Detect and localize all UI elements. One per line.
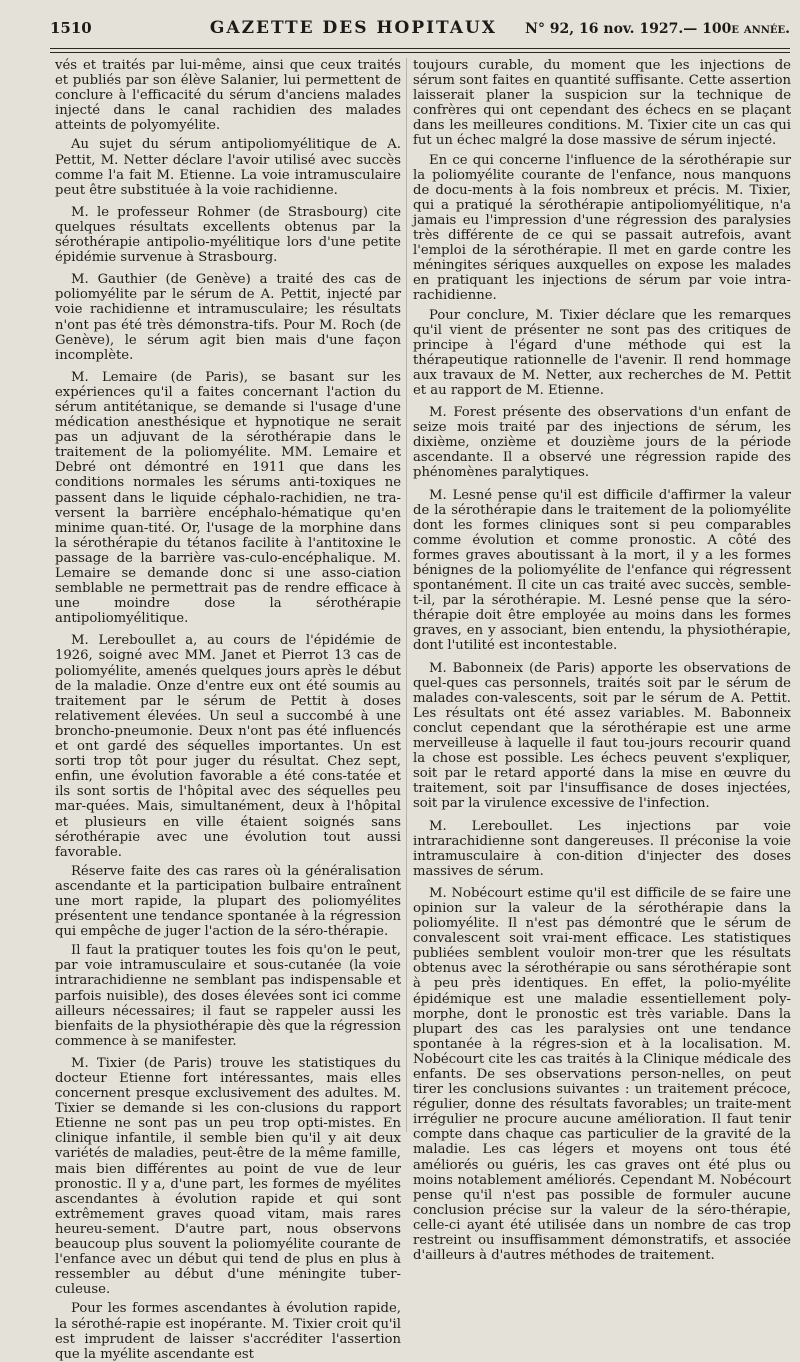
column-divider [406, 58, 407, 1132]
right-paragraph-3: Pour conclure, M. Tixier déclare que les remarques qu'il vient de présenter ne sont pas des critiques de principe à l'égard d'une méthode qui est la thérapeutique rationnelle de l'avenir. Il rend hommage aux travaux de M. Netter, aux recherches de M. Pettit et au rapport de M. Etienne. [413, 307, 791, 398]
left-paragraph-9: M. Tixier (de Paris) trouve les statistiques du docteur Etienne fort intéressantes, mais elles concernent presque exclusivement des adultes. M. Tixier se demande si les con-clusions du rapport Etienne ne sont pas un peu trop opti-mistes. En clinique infantile, il semble bien qu'il y ait deux variétés de maladies, peut-être de la même famille, mais bien différentes au point de vue de leur pronostic. Il y a, d'une part, les formes de myélites ascendantes à évolution rapide et qui sont extrêmement graves quoad vitam, mais rares heureu-sement. D'autre part, nous observons beaucoup plus souvent la poliomyélite courante de l'enfance avec un début qui tend de plus en plus à ressembler au début d'une méningite tuber-culeuse. [55, 1055, 401, 1298]
right-paragraph-4: M. Forest présente des observations d'un enfant de seize mois traité par des injections de sérum, les dixième, onzième et douzième jours de la période ascendante. Il a observé une régression rapide des phénomènes paralytiques. [413, 405, 791, 481]
issue-date: N° 92, 16 nov. 1927.— 100 [525, 21, 732, 37]
left-paragraph-1: vés et traités par lui-même, ainsi que ceux traités et publiés par son élève Salanier, lui permettent de conclure à l'efficacité du sérum d'anciens malades injecté dans le canal rachidien des malades atteints de polyomyélite. [55, 58, 401, 134]
right-paragraph-6: M. Babonneix (de Paris) apporte les observations de quel-ques cas personnels, traités soit par le sérum de malades con-valescents, soit par le sérum de A. Pettit. Les résultats ont été assez variables. M. Babonneix conclut cependant que la sérothérapie est une arme merveilleuse à laquelle il faut tou-jours recourir quand la chose est possible. Les échecs peuvent s'expliquer, soit par le retard apporté dans la mise en œuvre du traitement, soit par l'insuffisance de doses injectées, soit par la virulence excessive de l'infection. [413, 660, 791, 812]
left-paragraph-2: Au sujet du sérum antipoliomyélitique de A. Pettit, M. Netter déclare l'avoir utilisé avec succès comme l'a fait M. Etienne. La voie intramusculaire peut être substituée à la voie rachidienne. [55, 137, 401, 198]
right-paragraph-2: En ce qui concerne l'influence de la sérothérapie sur la poliomyélite courante de l'enfance, nous manquons de docu-ments à la fois nombreux et précis. M. Tixier, qui a pratiqué la sérothérapie antipoliomyélitique, n'a jamais eu l'impression d'une régression des paralysies très différente de ce qui se passait autrefois, avant l'emploi de la sérothérapie. Il met en garde contre les méningites sériques auxquelles on expose les malades en pratiquant les injections de sérum par voie intra-rachidienne. [413, 152, 791, 304]
left-paragraph-4: M. Gauthier (de Genève) a traité des cas de poliomyélite par le sérum de A. Pettit, injecté par voie rachidienne et intramusculaire; les résultats n'ont pas été très démonstra-tifs. Pour M. Roch (de Genève), le sérum agit bien mais d'une façon incomplète. [55, 272, 401, 363]
page-header [50, 18, 790, 48]
left-paragraph-10: Pour les formes ascendantes à évolution rapide, la sérothé-rapie est inopérante. M. Tixier croit qu'il est imprudent de laisser s'accréditer l'assertion que la myélite ascendante est [55, 1301, 401, 1362]
left-paragraph-3: M. le professeur Rohmer (de Strasbourg) cite quelques résultats excellents obtenus par la sérothérapie antipolio-myélitique lors d'une petite épidémie survenue à Strasbourg. [55, 204, 401, 266]
header-rule-top [50, 48, 790, 49]
issue-info [525, 21, 790, 37]
right-paragraph-5: M. Lesné pense qu'il est difficile d'affirmer la valeur de la sérothérapie dans le traitement de la poliomyélite dont les formes cliniques sont si peu comparables comme évolution et comme pronostic. A côté des formes graves aboutissant à la mort, il y a les formes bénignes de la poliomyélite de l'enfance qui régressent spontanément. Il cite un cas traité avec succès, semble-t-il, par la sérothérapie. M. Lesné pense que la séro-thérapie doit être employée au moins dans les formes graves, en y associant, bien entendu, la physiothérapie, dont l'utilité est incontestable. [413, 487, 791, 654]
left-paragraph-6: M. Lereboullet a, au cours de l'épidémie de 1926, soigné avec MM. Janet et Pierrot 13 cas de poliomyélite, amenés quelques jours après le début de la maladie. Onze d'entre eux ont été soumis au traitement par le sérum de Pettit à doses relativement élevées. Un seul a succombé à une broncho-pneumonie. Deux n'ont pas été influencés et ont gardé des séquelles importantes. Un est sorti trop tôt pour juger du résultat. Chez sept, enfin, une évolution favorable a été cons-tatée et ils sont sortis de l'hôpital avec des séquelles peu mar-quées. Mais, simultanément, deux à l'hôpital et plusieurs en ville étaient soignés sans sérothérapie avec une évolution tout aussi favorable. [55, 633, 401, 860]
header-rule-bottom [50, 52, 790, 53]
left-paragraph-7: Réserve faite des cas rares où la généralisation ascendante et la participation bulbaire entraînent une mort rapide, la plupart des poliomyélites présentent une tendance spontanée à la régression qui empêche de juger l'action de la séro-thérapie. [55, 863, 401, 940]
left-column [55, 58, 401, 1362]
right-paragraph-8: M. Nobécourt estime qu'il est difficile de se faire une opinion sur la valeur de la sérothérapie dans la poliomyélite. Il n'est pas démontré que le sérum de convalescent soit vrai-ment efficace. Les statistiques publiées semblent vouloir mon-trer que les résultats obtenus avec la sérothérapie ou sans sérothérapie sont à peu près identiques. En effet, la polio-myélite épidémique est une maladie essentiellement poly-morphe, dont le pronostic est très variable. Dans la plupart des cas les paralysies ont une tendance spontanée à la régres-sion et à la localisation. M. Nobécourt cite les cas traités à la Clinique médicale des enfants. De ses observations person-nelles, on peut tirer les conclusions suivantes : un traitement précoce, régulier, donne des résultats favorables; un traite-ment irrégulier ne procure aucune amélioration. Il faut tenir compte dans chaque cas particulier de la gravité de la maladie. Les cas légers et moyens ont tous été améliorés ou guéris, les cas graves ont été plus ou moins notablement améliorés. Cependant M. Nobécourt pense qu'il n'est pas possible de formuler aucune conclusion précise sur la valeur de la séro-thérapie, celle-ci ayant été utilisée dans un nombre de cas trop restreint ou insuffisamment démonstratifs, et associée d'ailleurs à d'autres méthodes de traitement. [413, 885, 791, 1264]
right-paragraph-7: M. Lereboullet. Les injections par voie intrarachidienne sont dangereuses. Il préconise la voie intramusculaire à con-dition d'injecter des doses massives de sérum. [413, 818, 791, 879]
left-paragraph-5: M. Lemaire (de Paris), se basant sur les expériences qu'il a faites concernant l'action du sérum antitétanique, se demande si l'usage d'une médication anesthésique et hypnotique ne serait pas un adjuvant de la sérothérapie dans le traitement de la poliomyélite. MM. Lemaire et Debré ont démontré en 1911 que dans les conditions normales les sérums anti-toxiques ne passent dans le liquide céphalo-rachidien, ne tra-versent la barrière encéphalo-hématique qu'en minime quan-tité. Or, l'usage de la morphine dans la sérothérapie du tétanos facilite à l'antitoxine le passage de la barrière vas-culo-encéphalique. M. Lemaire se demande donc si une asso-ciation semblable ne permettrait pas de rendre efficace à une moindre dose la sérothérapie antipoliomyélitique. [55, 369, 401, 627]
issue-year-suffix: e année. [731, 21, 790, 37]
journal-title: GAZETTE DES HOPITAUX [209, 18, 497, 38]
right-paragraph-1: toujours curable, du moment que les injections de sérum sont faites en quantité suffisante. Cette assertion laisserait planer la suspicion sur la technique de confrères qui ont cependant des échecs en se plaçant dans les meilleures conditions. M. Tixier cite un cas qui fut un échec malgré la dose massive de sérum injecté. [413, 58, 791, 149]
left-paragraph-8: Il faut la pratiquer toutes les fois qu'on le peut, par voie intramusculaire et sous-cutanée (la voie intrarachidienne ne semblant pas indispensable et parfois nuisible), des doses élevées sont ici comme ailleurs nécessaires; il faut se rappeler aussi les bienfaits de la physiothérapie dès que la régression commence à se manifester. [55, 943, 401, 1049]
page-number: 1510 [50, 19, 92, 37]
right-column [413, 58, 791, 1264]
